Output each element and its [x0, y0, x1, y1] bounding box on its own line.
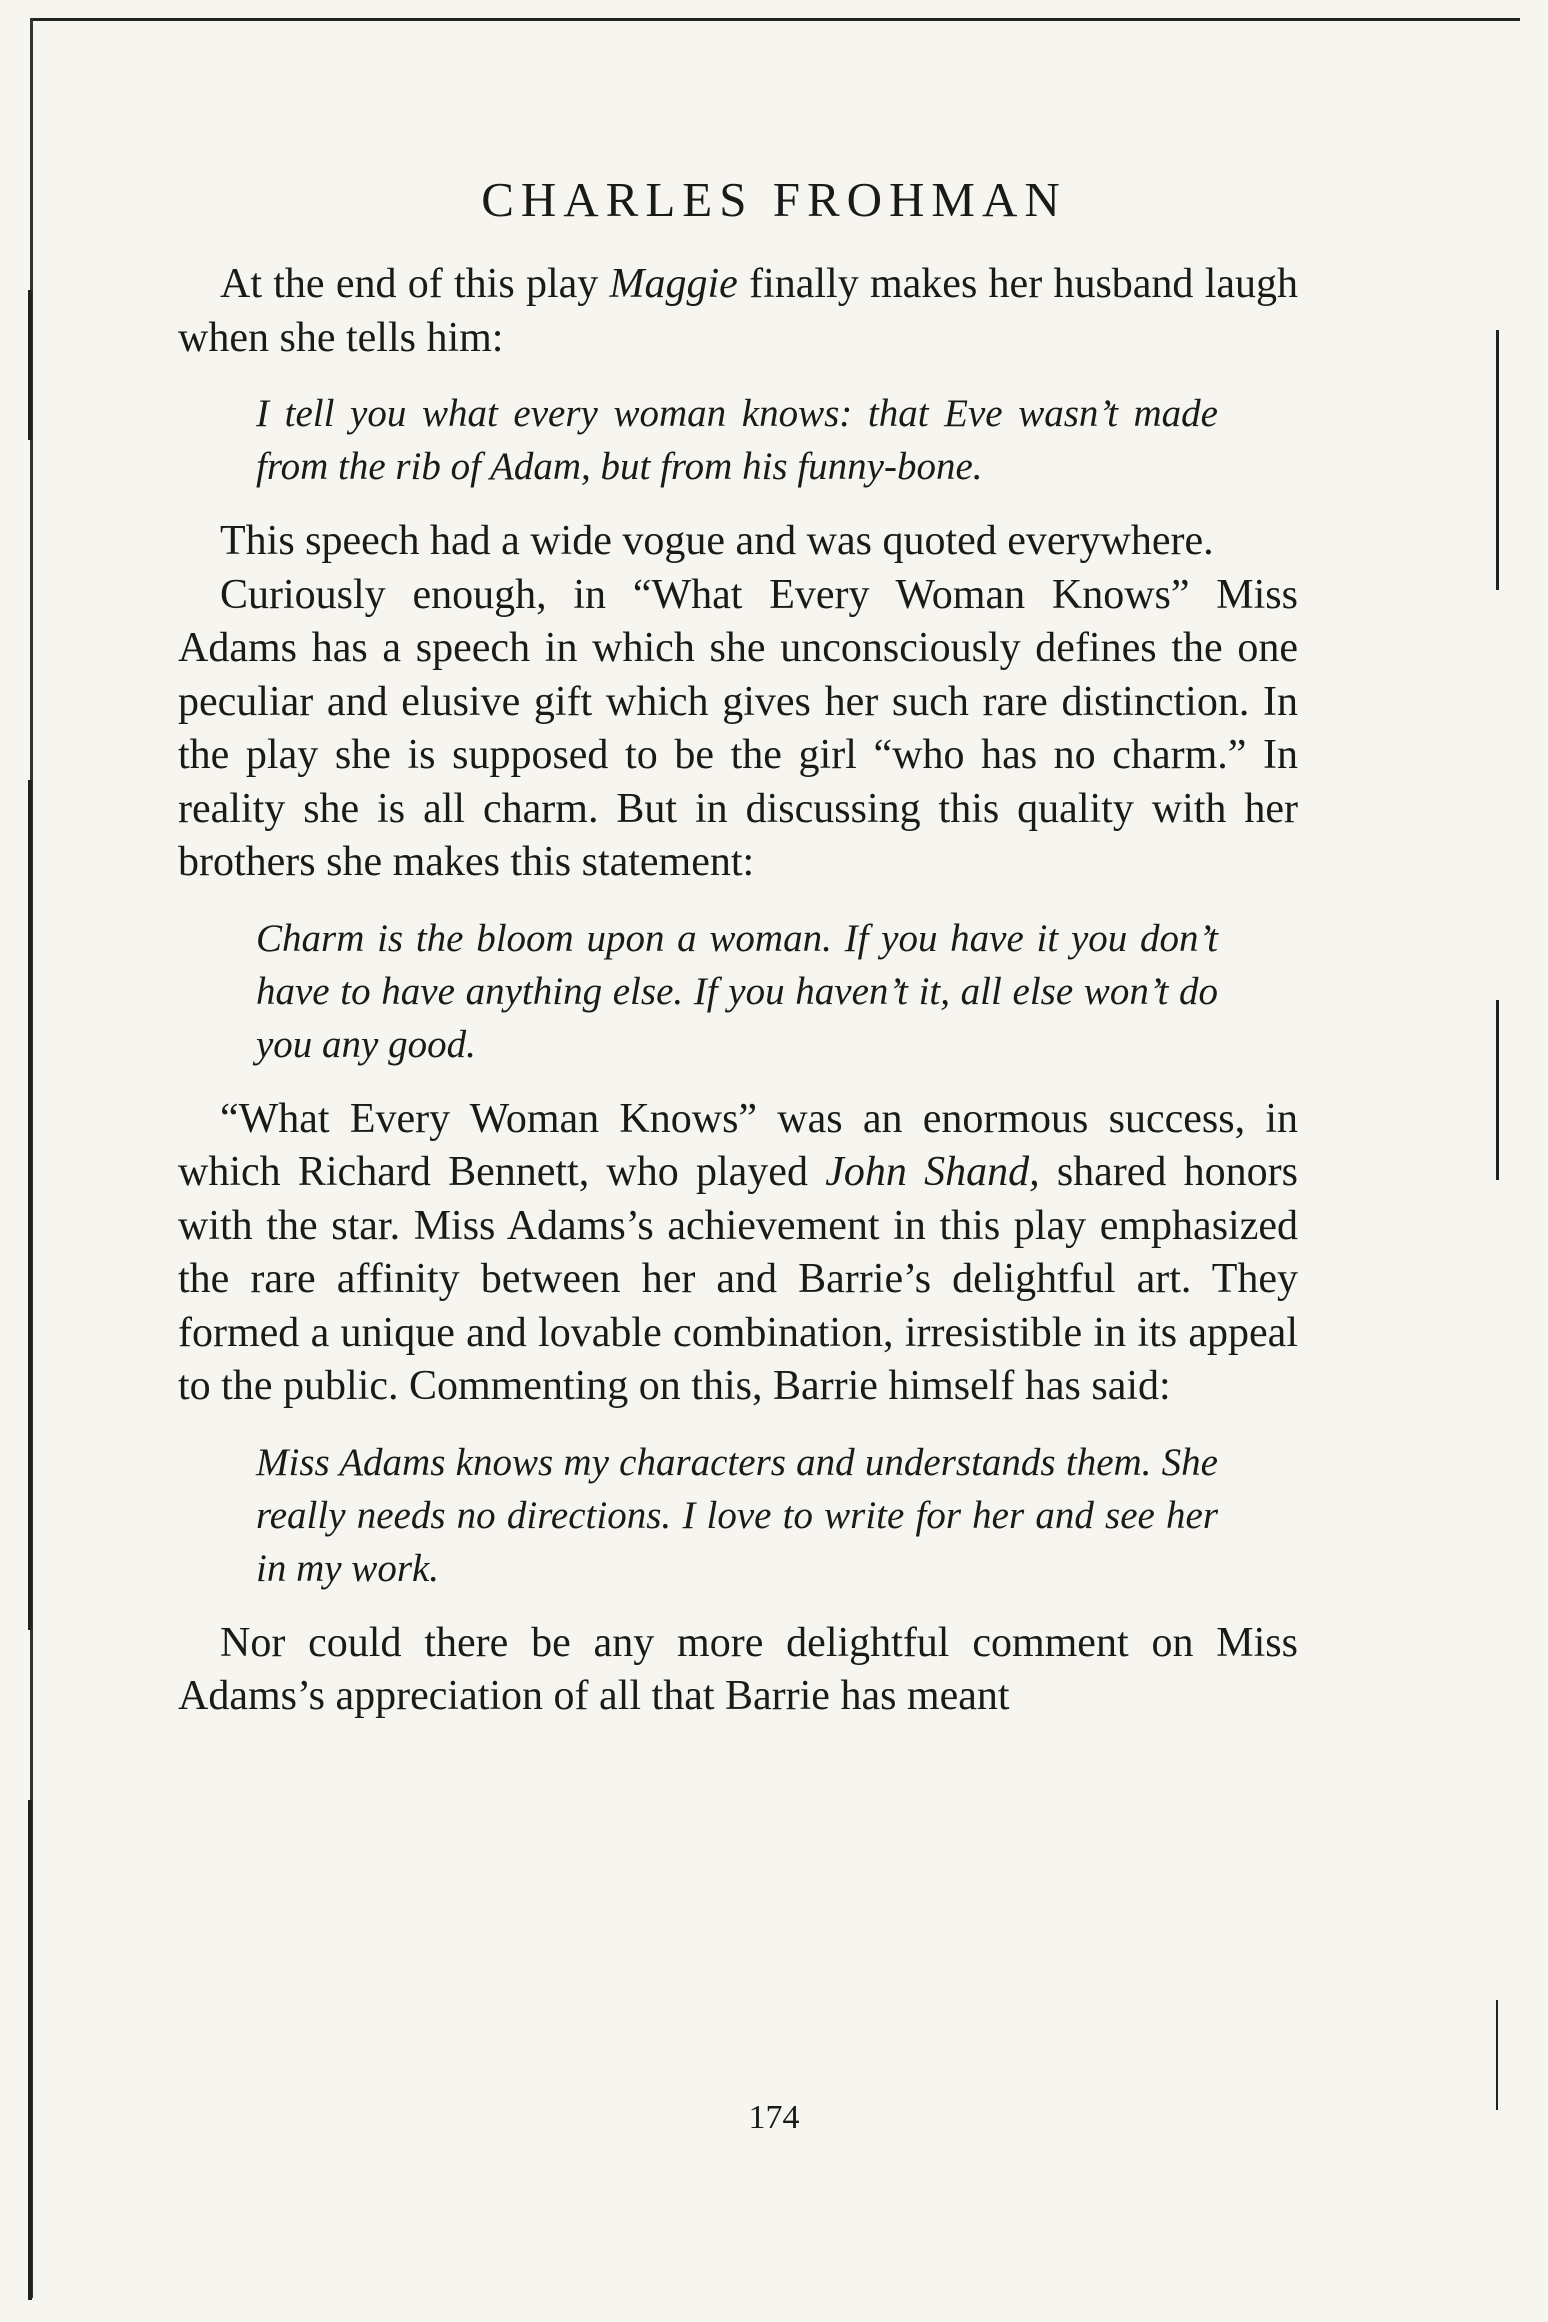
scan-mark	[1496, 330, 1499, 590]
scan-mark	[28, 780, 32, 1630]
character-name: John Shand,	[825, 1149, 1040, 1195]
running-head: CHARLES FROHMAN	[481, 172, 1067, 227]
block-quote: I tell you what every woman knows: that Eve wasn’t made from the rib of Adam, but from his funny-bone.	[256, 392, 1218, 488]
scan-mark	[1496, 2000, 1498, 2110]
body-text	[178, 258, 1298, 1724]
page-number: 174	[748, 2099, 800, 2136]
paragraph: “What Every Woman Knows” was an enormous success, in which Richard Bennett, who played John Shand, shared honors with the star. Miss Adams’s achievement in this play emphasized the rare affinity between her and Barrie’s delightful art. They formed a unique and lovable combination, irresistible in its appeal to the public. Commenting on this, Barrie himself has said:	[178, 1095, 1298, 1409]
page-border-top	[30, 18, 1520, 21]
paragraph: This speech had a wide vogue and was quoted everywhere.	[220, 518, 1214, 564]
scan-mark	[1496, 1000, 1499, 1180]
scan-mark	[28, 1800, 32, 2300]
paragraph: At the end of this play Maggie finally makes her husband laugh when she tells him:	[178, 261, 1299, 361]
paragraph: Nor could there be any more delightful comment on Miss Adams’s appreciation of all that Barrie has meant	[178, 1619, 1298, 1719]
block-quote: Charm is the bloom upon a woman. If you have it you don’t have to have anything else. If you haven’t it, all else won’t do you any good.	[256, 916, 1218, 1066]
block-quote: Miss Adams knows my characters and understands them. She really needs no directions. I love to write for her and see her in my work.	[256, 1440, 1218, 1590]
scan-mark	[28, 290, 32, 440]
paragraph: Curiously enough, in “What Every Woman Knows” Miss Adams has a speech in which she unconsciously defines the one peculiar and elusive gift which gives her such rare distinction. In the play she is supposed to be the girl “who has no charm.” In reality she is all charm. But in discussing this quality with her brothers she makes this statement:	[178, 571, 1298, 885]
character-name: Maggie	[609, 261, 738, 307]
